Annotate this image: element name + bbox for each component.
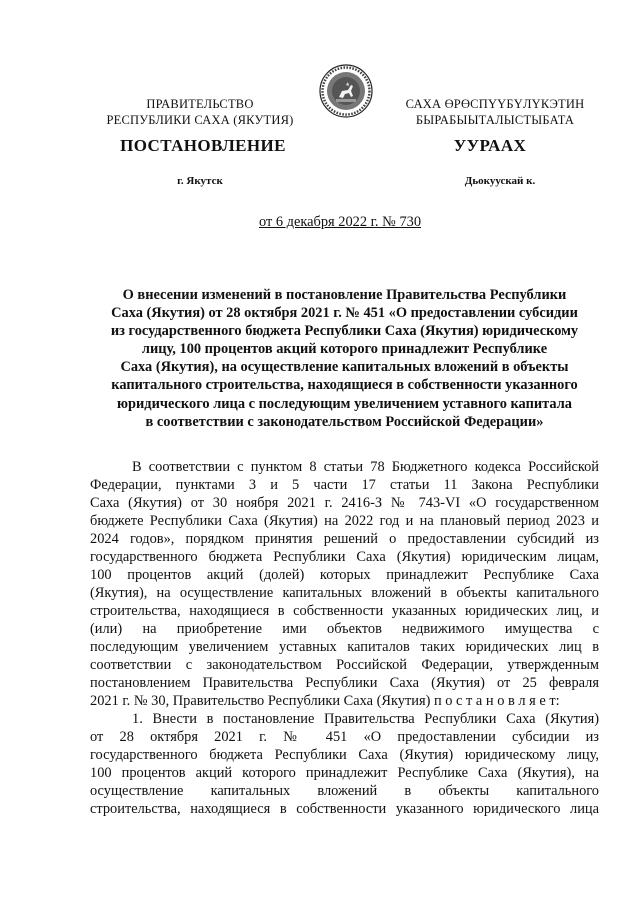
coat-of-arms-emblem — [318, 63, 374, 119]
body-line: государственного бюджета Республики Саха (Якутия) юридическим лицам, — [90, 549, 599, 565]
body-line: последующим увеличением уставных капиталов таких юридических лиц в — [90, 639, 599, 655]
body-line: строительства, находящиеся в собственности указанных юридических лиц, и — [90, 603, 599, 619]
body-line: 2021 г. № 30, Правительство Республики Саха (Якутия) п о с т а н о в л я е т: — [90, 693, 560, 709]
title-line: Саха (Якутия), на осуществление капитальных вложений в объекты — [120, 359, 569, 376]
title-line: капитального строительства, находящиеся в собственности указанного — [111, 377, 578, 394]
body-line: В соответствии с пунктом 8 статьи 78 Бюджетного кодекса Российской — [132, 459, 599, 475]
city-sah: Дьокуускай к. — [464, 175, 536, 187]
body-line: от 28 октября 2021 г. № 451 «О предоставлении субсидии из — [90, 729, 599, 745]
date-number: от 6 декабря 2022 г. № 730 — [258, 214, 422, 230]
body-line: постановлением Правительства Республики Саха (Якутия) от 25 февраля — [90, 675, 599, 691]
title-line: О внесении изменений в постановление Правительства Республики — [122, 287, 567, 303]
title-line: юридического лица с последующим увеличением уставного капитала — [117, 395, 572, 412]
document-title — [90, 286, 599, 431]
issuer-sah — [385, 96, 605, 128]
city-ru: г. Якутск — [177, 175, 223, 187]
body-line: Саха (Якутия) от 30 ноября 2021 г. 2416-З № 743-VI «О государственном — [90, 495, 599, 511]
doc-type-ru: ПОСТАНОВЛЕНИЕ — [120, 136, 286, 155]
body-line: соответствии с законодательством Российской Федерации, утвержденным — [90, 657, 599, 673]
body-line: Федерации, пунктами 3 и 5 части 17 статьи 11 Закона Республики — [90, 477, 599, 493]
issuer-ru — [95, 96, 305, 128]
title-line: из государственного бюджета Республики Саха (Якутия) юридическому — [110, 323, 579, 340]
issuer-sah-line1: САХА ӨРӨСПҮҮБҮЛҮКЭТИН — [405, 97, 585, 111]
issuer-ru-line1: ПРАВИТЕЛЬСТВО — [146, 97, 254, 111]
issuer-ru-line2: РЕСПУБЛИКИ САХА (ЯКУТИЯ) — [106, 113, 294, 127]
body-line: (Якутия), на осуществление капитальных вложений в объекты капитального — [90, 585, 599, 601]
body-line: государственного бюджета Республики Саха (Якутия) юридическому лицу, — [90, 747, 599, 763]
body-line: 1. Внести в постановление Правительства Республики Саха (Якутия) — [132, 711, 599, 727]
issuer-sah-line2: БЫРАБЫЫТАЛЫСТЫБАТА — [415, 113, 575, 127]
body-line: 100 процентов акций которого принадлежит Республике Саха (Якутия), на — [90, 765, 599, 781]
body-line: строительства, находящиеся в собственности указанного юридического лица — [90, 801, 599, 817]
title-line: в соответствии с законодательством Российской Федерации» — [145, 413, 544, 430]
body-line: осуществление капитальных вложений в объекты капитального — [90, 783, 599, 799]
body-line: (или) на приобретение ими объектов недвижимого имущества с — [90, 621, 599, 637]
doc-type-sah: УУРААХ — [453, 136, 527, 155]
body-line: 2024 годов», порядком принятия решений о предоставлении субсидий из — [90, 531, 599, 547]
title-line: Саха (Якутия) от 28 октября 2021 г. № 451 «О предоставлении субсидии — [111, 305, 578, 322]
title-line: лицу, 100 процентов акций которого принадлежит Республике — [141, 341, 548, 358]
body-line: 100 процентов акций (долей) которых принадлежит Республике Саха — [90, 567, 599, 583]
body-line: бюджете Республики Саха (Якутия) на 2022 год и на плановый период 2023 и — [90, 513, 599, 529]
